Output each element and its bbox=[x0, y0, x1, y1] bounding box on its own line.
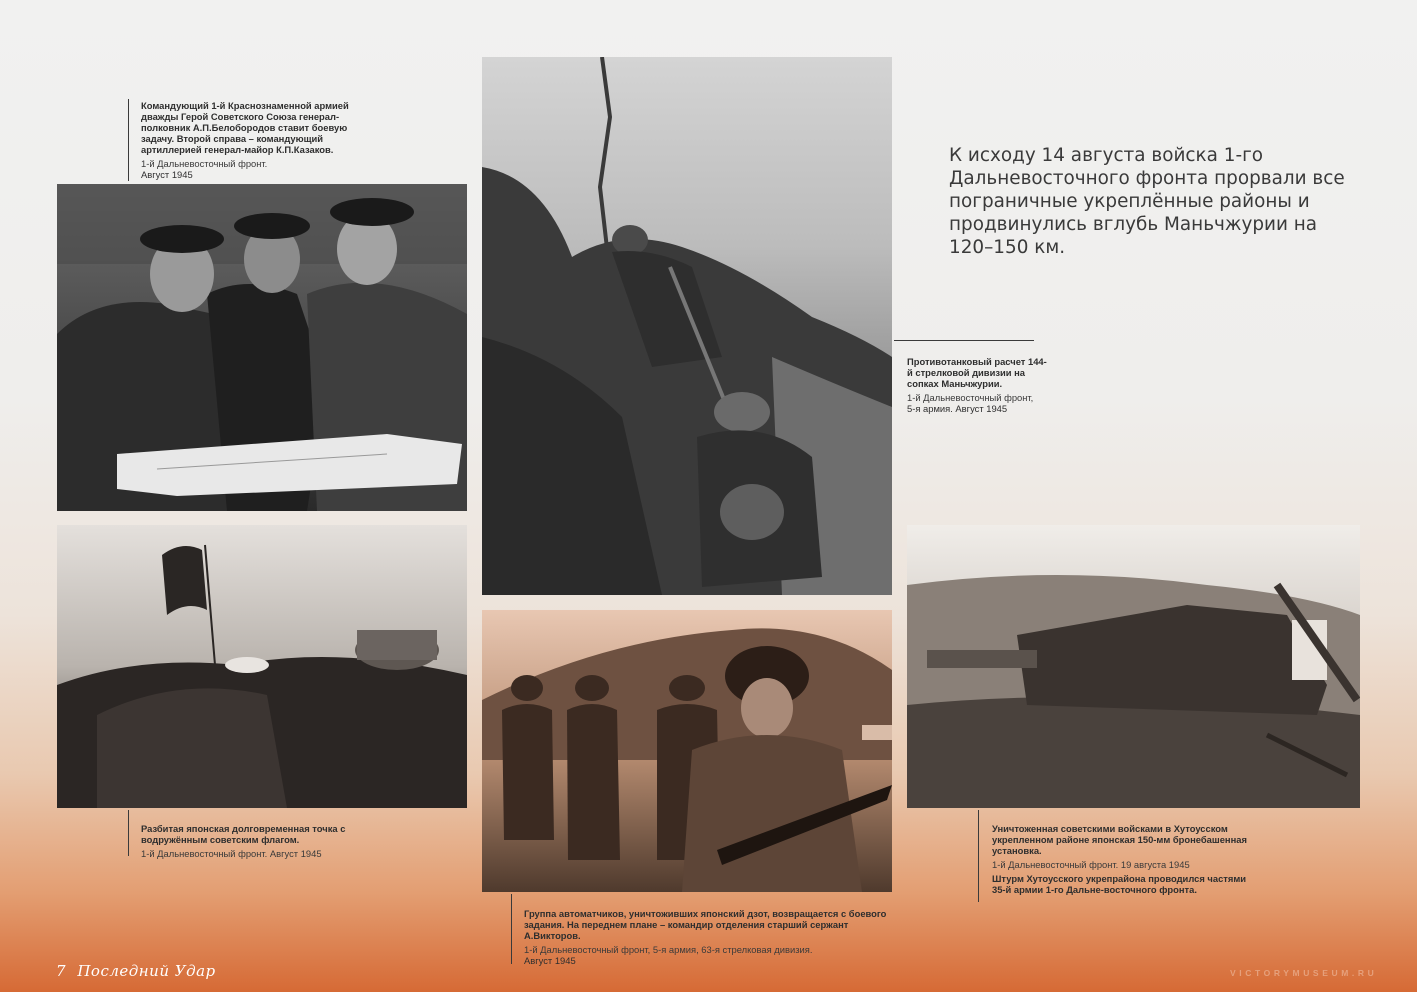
site-url: VICTORYMUSEUM.RU bbox=[1230, 968, 1378, 978]
caption-bunker-meta: 1-й Дальневосточный фронт. Август 1945 bbox=[141, 848, 322, 859]
caption-rule-antitank bbox=[894, 340, 1034, 341]
caption-bunker bbox=[141, 823, 351, 859]
caption-generals bbox=[141, 100, 356, 180]
caption-antitank-title: Противотанковый расчет 144-й стрелковой дивизии на сопках Маньчжурии. bbox=[907, 356, 1047, 389]
caption-rule-generals bbox=[128, 99, 129, 181]
caption-antitank bbox=[907, 356, 1047, 414]
caption-gun-meta: 1-й Дальневосточный фронт. 19 августа 1945 bbox=[992, 859, 1190, 870]
caption-generals-meta-1: 1-й Дальневосточный фронт. bbox=[141, 158, 268, 169]
caption-soldiers-title: Группа автоматчиков, уничтоживших японский дзот, возвращается с боевого задания. На переднем плане – командир отделения старший сержант А.Викторов. bbox=[524, 908, 887, 941]
caption-rule-gun bbox=[978, 810, 979, 902]
caption-rule-bunker bbox=[128, 810, 129, 856]
caption-generals-title: Командующий 1-й Краснознаменной армией дважды Герой Советского Союза генерал-полковник А.П.Белобородов ставит боевую задачу. Второй справа – командующий артиллерией генерал-майор К.П.Казаков. bbox=[141, 100, 349, 155]
page-number: 7 bbox=[56, 962, 67, 980]
photo-bunker-flag bbox=[57, 525, 467, 808]
caption-generals-meta-2: Август 1945 bbox=[141, 169, 193, 180]
photo-generals-map bbox=[57, 184, 467, 511]
photo-destroyed-gun bbox=[907, 525, 1360, 808]
footer-logo bbox=[56, 962, 216, 980]
caption-antitank-meta-2: 5-я армия. Август 1945 bbox=[907, 403, 1008, 414]
caption-gun-note: Штурм Хутоусского укрепрайона проводился частями 35-й армии 1-го Дальне-восточного фронта. bbox=[992, 873, 1247, 895]
caption-soldiers-meta-1: 1-й Дальневосточный фронт, 5-я армия, 63-я стрелковая дивизия. bbox=[524, 944, 813, 955]
caption-gun bbox=[992, 823, 1252, 895]
photo-antitank-crew bbox=[482, 57, 892, 595]
caption-gun-title: Уничтоженная советскими войсками в Хутоусском укрепленном районе японская 150-мм бронебашенная установка. bbox=[992, 823, 1247, 856]
logo-text: Последний Удар bbox=[77, 962, 216, 980]
caption-soldiers-meta-2: Август 1945 bbox=[524, 955, 576, 966]
caption-antitank-meta-1: 1-й Дальневосточный фронт, bbox=[907, 392, 1034, 403]
caption-rule-soldiers bbox=[511, 894, 512, 964]
caption-soldiers bbox=[524, 908, 894, 966]
caption-bunker-title: Разбитая японская долговременная точка с водружённым советским флагом. bbox=[141, 823, 346, 845]
headline-text: К исходу 14 августа войска 1-го Дальневосточного фронта прорвали все пограничные укреплённые районы и продвинулись вглубь Маньчжурии на 120–150 км. bbox=[949, 145, 1345, 258]
photo-soldiers-group bbox=[482, 610, 892, 892]
